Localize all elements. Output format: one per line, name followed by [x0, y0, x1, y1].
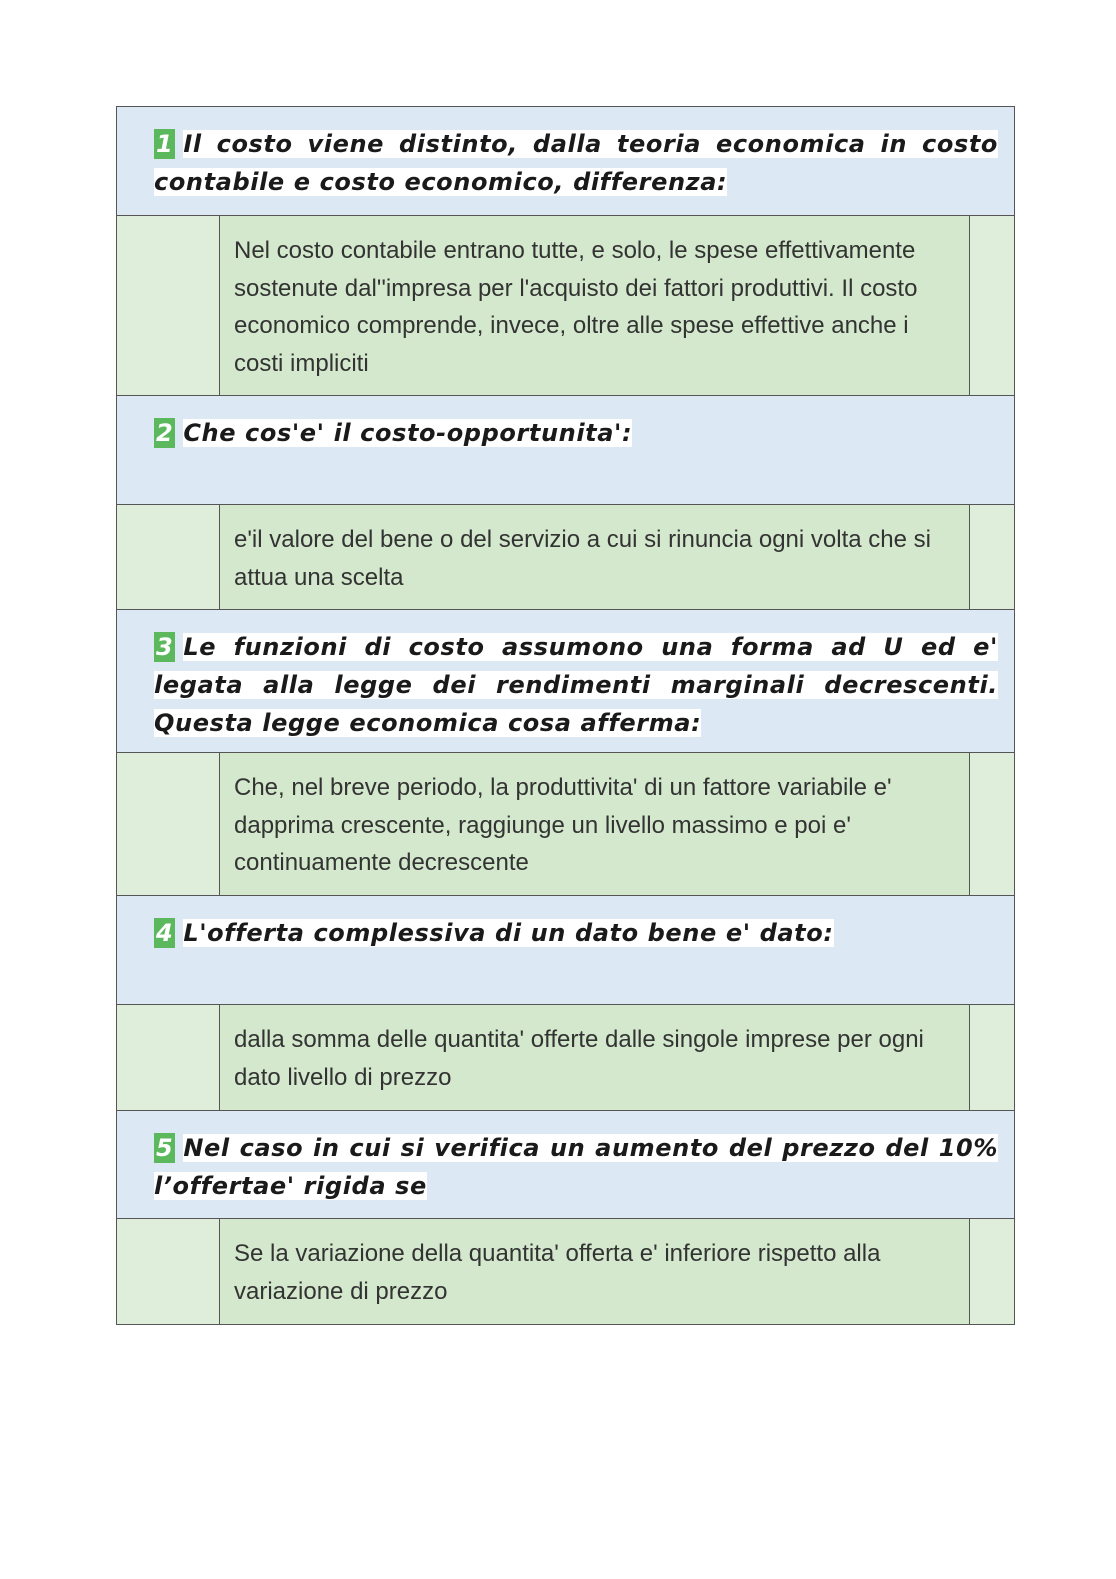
question-label: Le funzioni di costo assumono una forma ad U ed e' legata alla legge dei rendimenti marginali decrescenti. Questa legge economica cosa afferma: — [154, 633, 998, 737]
answer-row — [117, 1005, 1014, 1111]
answer-right-cell — [969, 505, 1014, 609]
question-label: Che cos'e' il costo-opportunita': — [183, 419, 633, 447]
answer-left-cell — [117, 216, 220, 395]
question-row — [117, 1111, 1014, 1219]
question-number: 2 — [156, 419, 174, 447]
question-number: 1 — [156, 130, 174, 158]
answer-right-cell — [969, 753, 1014, 895]
answer-cell — [220, 753, 969, 895]
answer-cell — [220, 1005, 969, 1110]
question-number: 4 — [156, 919, 174, 947]
question-label: L'offerta complessiva di un dato bene e' dato: — [183, 919, 834, 947]
question-text — [154, 628, 998, 742]
answer-right-cell — [969, 1219, 1014, 1324]
question-text — [154, 125, 998, 201]
question-row — [117, 396, 1014, 505]
answer-row — [117, 1219, 1014, 1325]
answer-left-cell — [117, 505, 220, 609]
answer-text: dalla somma delle quantita' offerte dalle singole imprese per ogni dato livello di prezzo — [234, 1026, 924, 1091]
question-number: 3 — [156, 633, 174, 661]
answer-text: Se la variazione della quantita' offerta e' inferiore rispetto alla variazione di prezzo — [234, 1240, 881, 1305]
answer-row — [117, 505, 1014, 610]
answer-left-cell — [117, 753, 220, 895]
answer-right-cell — [969, 216, 1014, 395]
answer-text: Che, nel breve periodo, la produttivita' di un fattore variabile e' dapprima crescente, raggiunge un livello massimo e poi e' continuamente decrescente — [234, 774, 892, 876]
question-number: 5 — [156, 1134, 174, 1162]
answer-cell — [220, 505, 969, 609]
answer-right-cell — [969, 1005, 1014, 1110]
answer-row — [117, 753, 1014, 896]
question-text — [154, 1129, 998, 1205]
answer-cell — [220, 1219, 969, 1324]
question-row — [117, 896, 1014, 1005]
answer-text: e'il valore del bene o del servizio a cui si rinuncia ogni volta che si attua una scelta — [234, 526, 931, 591]
answer-row — [117, 216, 1014, 396]
question-text — [154, 914, 998, 952]
question-row — [117, 610, 1014, 753]
question-text — [154, 414, 998, 452]
question-label: Nel caso in cui si verifica un aumento del prezzo del 10% l’offertae' rigida se — [154, 1134, 998, 1200]
question-row — [117, 107, 1014, 216]
qa-table — [116, 106, 1015, 1325]
question-label: Il costo viene distinto, dalla teoria economica in costo contabile e costo economico, differenza: — [154, 130, 998, 196]
answer-left-cell — [117, 1219, 220, 1324]
answer-cell — [220, 216, 969, 395]
answer-text: Nel costo contabile entrano tutte, e solo, le spese effettivamente sostenute dal''impresa per l'acquisto dei fattori produttivi. Il costo economico comprende, invece, oltre alle spese effettive anche i costi impliciti — [234, 237, 918, 377]
answer-left-cell — [117, 1005, 220, 1110]
